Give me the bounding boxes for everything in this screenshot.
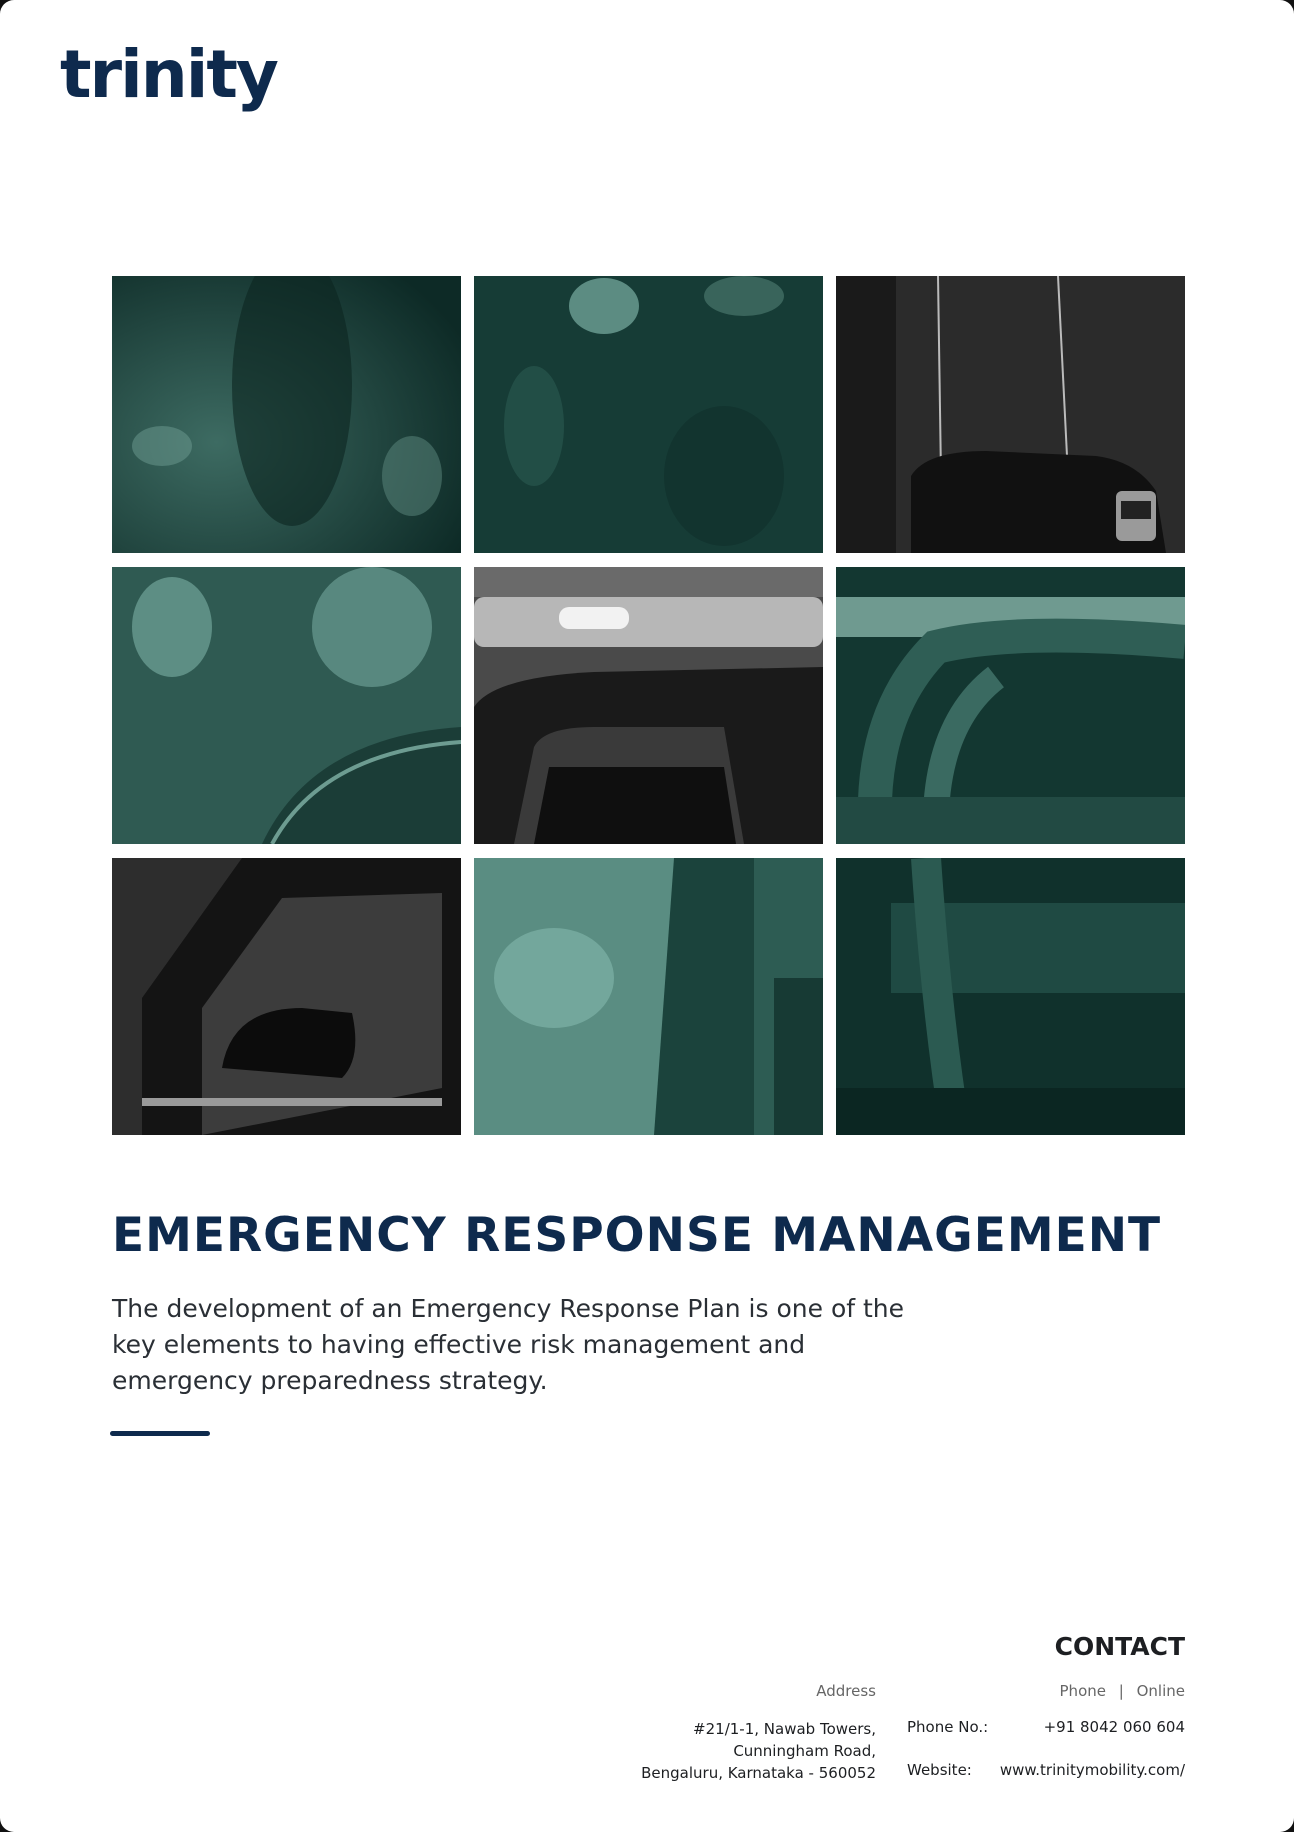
online-label: Online: [1136, 1682, 1185, 1700]
collage-tile-8: [474, 858, 823, 1135]
label-separator: |: [1118, 1682, 1124, 1700]
address-line-3: Bengaluru, Karnataka - 560052: [641, 1764, 876, 1782]
collage-tile-7: [112, 858, 461, 1135]
address-block: [641, 1718, 876, 1784]
collage-tile-4: [112, 567, 461, 844]
page-title: EMERGENCY RESPONSE MANAGEMENT: [112, 1208, 1162, 1263]
page-description: The development of an Emergency Response Plan is one of the key elements to having effective risk management and emergency preparedness strategy.: [112, 1294, 905, 1395]
phone-online-label: [1060, 1682, 1185, 1700]
collage-tile-5: [474, 567, 823, 844]
collage-tile-3: [836, 276, 1185, 553]
collage-tile-6: [836, 567, 1185, 844]
phone-value[interactable]: +91 8042 060 604: [1043, 1718, 1185, 1736]
hero-image-collage: [112, 276, 1185, 1136]
collage-tile-2: [474, 276, 823, 553]
accent-divider: [110, 1431, 210, 1436]
collage-tile-9: [836, 858, 1185, 1135]
contact-heading: CONTACT: [1054, 1632, 1185, 1661]
collage-tile-1: [112, 276, 461, 553]
website-link[interactable]: www.trinitymobility.com/: [999, 1761, 1185, 1779]
logo-text: trinity: [60, 36, 277, 113]
phone-label: Phone: [1059, 1682, 1106, 1700]
website-key: Website:: [907, 1761, 972, 1779]
address-line-1: #21/1-1, Nawab Towers,: [693, 1720, 876, 1738]
trinity-logo: [60, 36, 277, 113]
address-line-2: Cunningham Road,: [733, 1742, 876, 1760]
phone-key: Phone No.:: [907, 1718, 989, 1736]
address-label: Address: [816, 1682, 876, 1700]
